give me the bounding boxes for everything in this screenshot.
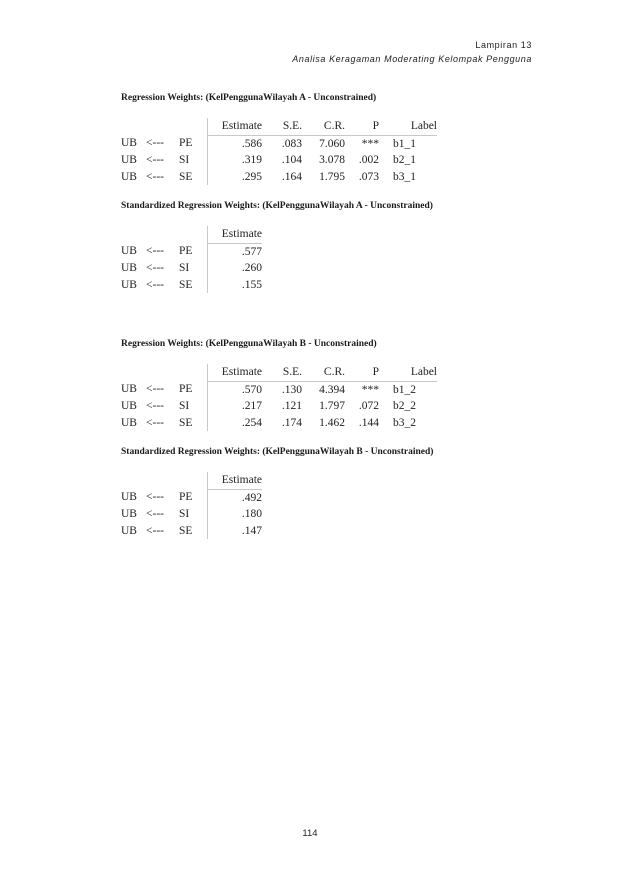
independent-variable: SI	[179, 260, 208, 277]
dependent-variable: UB	[121, 278, 137, 291]
p-cell: .073	[358, 170, 379, 183]
column-header: C.R.	[302, 118, 345, 135]
estimate-cell: .147	[241, 524, 262, 537]
dependent-variable: UB	[121, 245, 137, 258]
cr-cell: 4.394	[319, 383, 345, 396]
path-arrow: <---	[146, 278, 164, 291]
label-cell: b2_2	[393, 400, 416, 412]
table-row	[121, 152, 437, 169]
table-header-row	[121, 364, 437, 381]
path-arrow: <---	[146, 508, 164, 520]
table-row	[121, 523, 262, 540]
path-arrow: <---	[146, 154, 164, 166]
label-cell: b1_2	[393, 383, 416, 396]
table-header-row	[121, 118, 437, 135]
group-a-standardized-weights-table	[121, 226, 262, 293]
column-header: C.R.	[302, 364, 345, 381]
appendix-subtitle: Analisa Keragaman Moderating Kelompak Pengguna	[292, 54, 532, 64]
estimate-cell: .295	[241, 170, 262, 183]
page-number: 114	[302, 828, 318, 839]
dependent-variable: UB	[121, 491, 137, 504]
dependent-variable: UB	[121, 262, 137, 274]
dependent-variable: UB	[121, 508, 137, 520]
independent-variable: SI	[179, 398, 208, 415]
column-header: Estimate	[208, 364, 263, 381]
path-arrow: <---	[146, 416, 164, 429]
cr-cell: 1.795	[319, 170, 345, 183]
dependent-variable: UB	[121, 383, 137, 396]
table-row	[121, 489, 262, 506]
estimate-cell: .254	[241, 416, 262, 429]
se-cell: .104	[281, 154, 302, 166]
group-b-regression-weights-table	[121, 364, 437, 431]
independent-variable: SI	[179, 506, 208, 523]
path-arrow: <---	[146, 383, 164, 396]
table-header-row	[121, 226, 262, 243]
label-cell: b3_2	[393, 416, 416, 429]
estimate-cell: .155	[241, 278, 262, 291]
estimate-cell: .492	[241, 491, 262, 504]
estimate-cell: .319	[241, 154, 262, 166]
table-row	[121, 277, 262, 294]
label-cell: b3_1	[393, 170, 416, 183]
path-arrow: <---	[146, 400, 164, 412]
column-header: P	[345, 118, 379, 135]
appendix-title: Lampiran 13	[475, 40, 532, 50]
column-header: Label	[379, 364, 437, 381]
column-header: Estimate	[208, 118, 263, 135]
table-row	[121, 135, 437, 152]
column-header: S.E.	[262, 364, 302, 381]
se-cell: .174	[281, 416, 302, 429]
independent-variable: SE	[179, 169, 208, 186]
cr-cell: 1.462	[319, 416, 345, 429]
column-header: P	[345, 364, 379, 381]
independent-variable: PE	[179, 381, 208, 398]
column-header: Label	[379, 118, 437, 135]
se-cell: .083	[281, 137, 302, 150]
dependent-variable: UB	[121, 400, 137, 412]
column-header: Estimate	[208, 472, 263, 489]
estimate-cell: .217	[241, 400, 262, 412]
p-cell: .002	[358, 154, 379, 166]
group-b-standardized-weights-table	[121, 472, 262, 539]
table-row	[121, 398, 437, 415]
estimate-cell: .180	[241, 508, 262, 520]
table-row	[121, 415, 437, 432]
cr-cell: 7.060	[319, 137, 345, 150]
dependent-variable: UB	[121, 416, 137, 429]
group-b-srw-title: Standardized Regression Weights: (KelPenggunaWilayah B - Unconstrained)	[121, 447, 434, 457]
path-arrow: <---	[146, 170, 164, 183]
p-cell: ***	[361, 137, 379, 150]
path-arrow: <---	[146, 491, 164, 504]
path-arrow: <---	[146, 245, 164, 258]
se-cell: .121	[281, 400, 302, 412]
table-row	[121, 243, 262, 260]
table-row	[121, 506, 262, 523]
path-arrow: <---	[146, 524, 164, 537]
independent-variable: SI	[179, 152, 208, 169]
cr-cell: 1.797	[319, 400, 345, 412]
estimate-cell: .586	[241, 137, 262, 150]
column-header: Estimate	[208, 226, 263, 243]
p-cell: ***	[361, 383, 379, 396]
independent-variable: PE	[179, 243, 208, 260]
estimate-cell: .570	[241, 383, 262, 396]
table-row	[121, 169, 437, 186]
group-b-rw-title: Regression Weights: (KelPenggunaWilayah B - Unconstrained)	[121, 339, 377, 349]
group-a-srw-title: Standardized Regression Weights: (KelPenggunaWilayah A - Unconstrained)	[121, 201, 433, 211]
se-cell: .164	[281, 170, 302, 183]
dependent-variable: UB	[121, 170, 137, 183]
label-cell: b2_1	[393, 154, 416, 166]
dependent-variable: UB	[121, 524, 137, 537]
dependent-variable: UB	[121, 137, 137, 150]
group-a-rw-title: Regression Weights: (KelPenggunaWilayah A - Unconstrained)	[121, 93, 377, 103]
table-row	[121, 381, 437, 398]
p-cell: .144	[358, 416, 379, 429]
column-header: S.E.	[262, 118, 302, 135]
se-cell: .130	[281, 383, 302, 396]
table-header-row	[121, 472, 262, 489]
dependent-variable: UB	[121, 154, 137, 166]
path-arrow: <---	[146, 137, 164, 150]
independent-variable: SE	[179, 523, 208, 540]
cr-cell: 3.078	[319, 154, 345, 166]
table-row	[121, 260, 262, 277]
independent-variable: SE	[179, 415, 208, 432]
estimate-cell: .577	[241, 245, 262, 258]
independent-variable: SE	[179, 277, 208, 294]
group-a-regression-weights-table	[121, 118, 437, 185]
independent-variable: PE	[179, 135, 208, 152]
estimate-cell: .260	[241, 262, 262, 274]
path-arrow: <---	[146, 262, 164, 274]
label-cell: b1_1	[393, 137, 416, 150]
p-cell: .072	[358, 400, 379, 412]
independent-variable: PE	[179, 489, 208, 506]
